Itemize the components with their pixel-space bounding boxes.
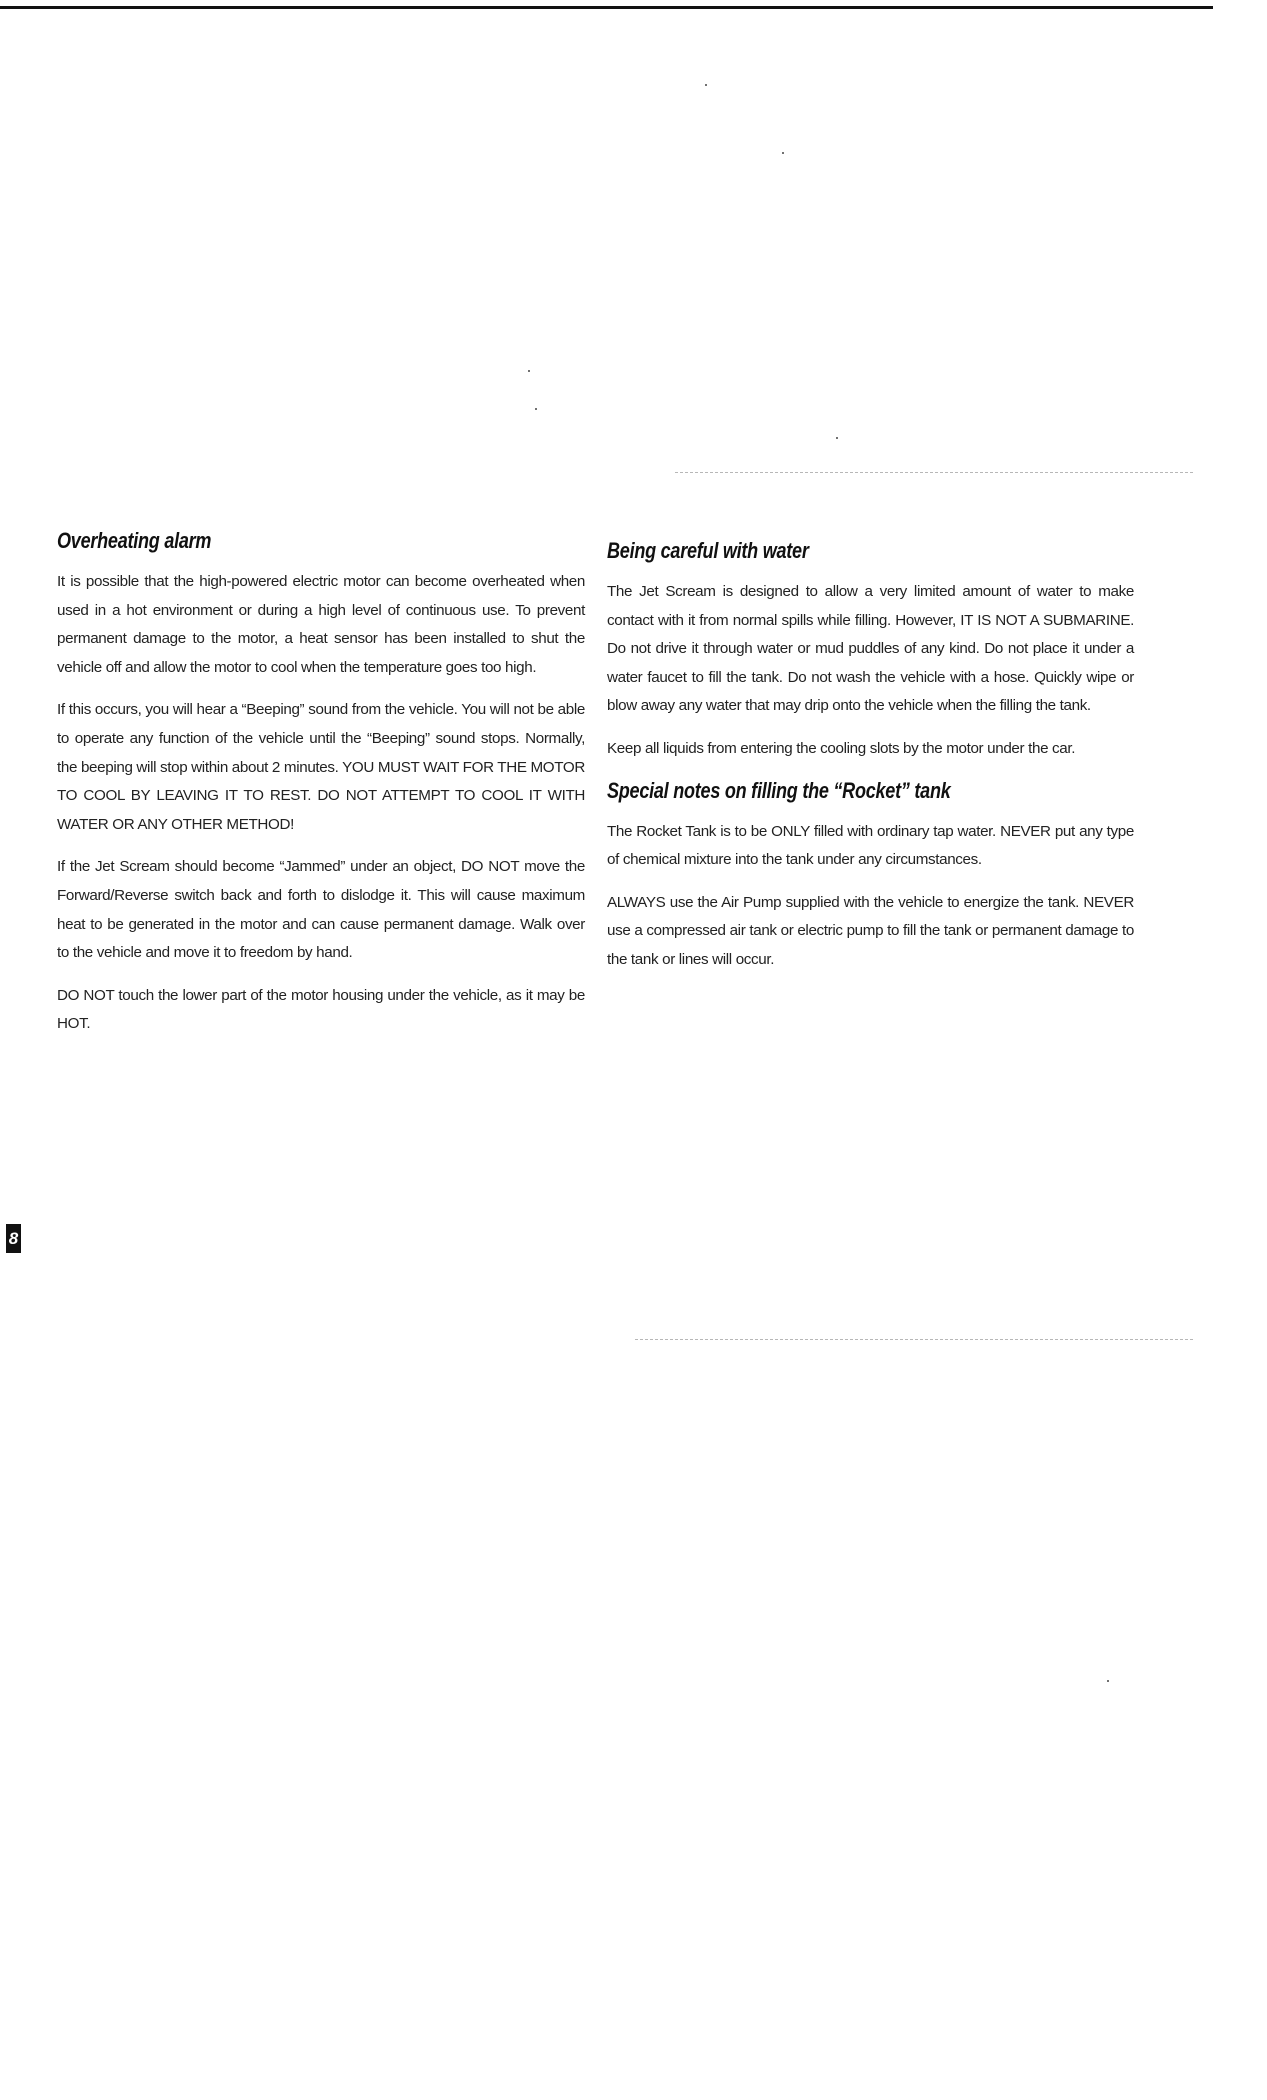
page-number-tab: 8 <box>6 1224 21 1253</box>
section-being-careful-with-water <box>607 538 1134 764</box>
paragraph: If this occurs, you will hear a “Beeping” sound from the vehicle. You will not be able to operate any function of the vehicle until the “Beeping” sound stops. Normally, the beeping will stop within about 2 minutes. YOU MUST WAIT FOR THE MOTOR TO COOL BY LEAVING IT TO REST. DO NOT ATTEMPT TO COOL IT WITH WATER OR ANY OTHER METHOD! <box>57 701 585 833</box>
section-overheating-alarm <box>57 528 585 1039</box>
left-column <box>57 528 585 1053</box>
paragraph: The Jet Scream is designed to allow a very limited amount of water to make contact with it from normal spills while filling. However, IT IS NOT A SUBMARINE. Do not drive it through water or mud puddles of any kind. Do not place it under a water faucet to fill the tank. Do not wash the vehicle with a hose. Quickly wipe or blow away any water that may drip onto the vehicle when the filling the tank. <box>607 583 1134 715</box>
scan-speck <box>705 84 707 86</box>
paragraph: ALWAYS use the Air Pump supplied with the vehicle to energize the tank. NEVER use a compressed air tank or electric pump to fill the tank or permanent damage to the tank or lines will occur. <box>607 893 1134 968</box>
scan-rule-upper <box>675 472 1193 474</box>
paragraph: If the Jet Scream should become “Jammed” under an object, DO NOT move the Forward/Reverse switch back and forth to dislodge it. This will cause maximum heat to be generated in the motor and can cause permanent damage. Walk over to the vehicle and move it to freedom by hand. <box>57 858 585 962</box>
paragraph: It is possible that the high-powered electric motor can become overheated when used in a hot environment or during a high level of continuous use. To prevent permanent damage to the motor, a heat sensor has been installed to shut the vehicle off and allow the motor to cool when the temperature goes too high. <box>57 573 585 676</box>
scan-speck <box>836 437 838 439</box>
section-heading: Special notes on filling the “Rocket” tank <box>607 777 951 803</box>
top-rule <box>0 6 1213 9</box>
scan-rule-lower <box>635 1339 1193 1341</box>
scan-speck <box>528 370 530 372</box>
section-heading: Being careful with water <box>607 538 809 563</box>
scan-speck <box>782 152 784 154</box>
paragraph: The Rocket Tank is to be ONLY filled with ordinary tap water. NEVER put any type of chemical mixture into the tank under any circumstances. <box>607 822 1134 869</box>
scan-speck <box>535 408 537 410</box>
paragraph: DO NOT touch the lower part of the motor housing under the vehicle, as it may be HOT. <box>57 986 585 1033</box>
right-column <box>607 538 1134 989</box>
scan-speck <box>1107 1680 1109 1682</box>
section-heading: Overheating alarm <box>57 528 212 553</box>
section-rocket-tank-notes <box>607 778 1134 975</box>
paragraph: Keep all liquids from entering the cooling slots by the motor under the car. <box>607 739 1076 757</box>
